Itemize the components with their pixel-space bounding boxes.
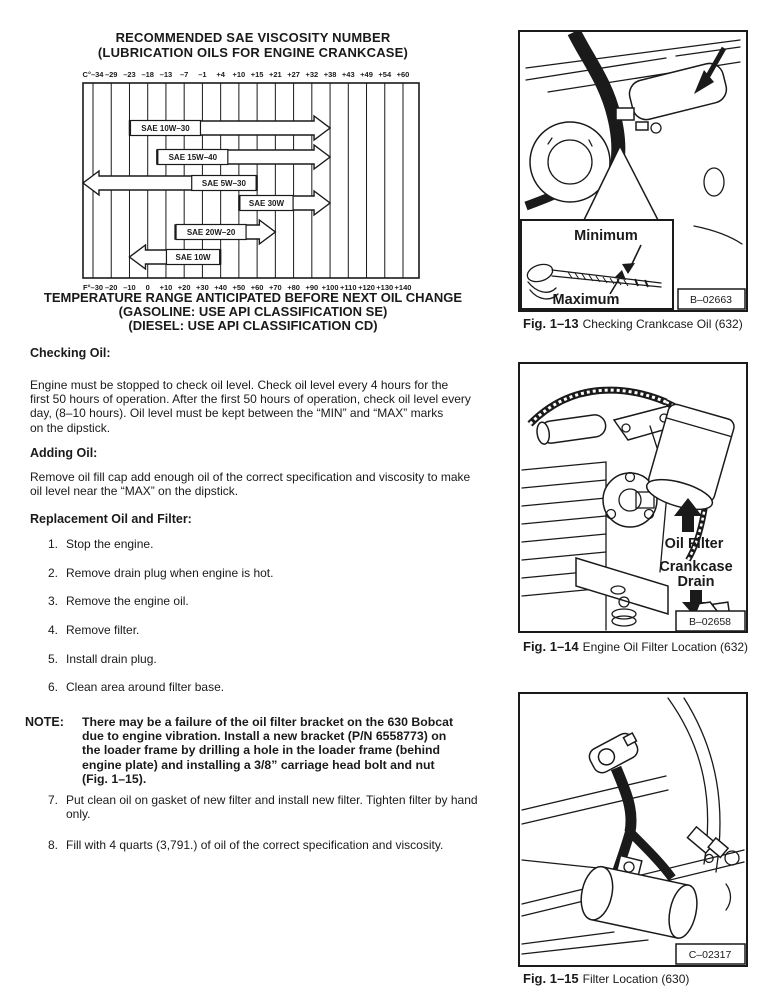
svg-text:+4: +4 <box>216 70 225 79</box>
step-2: 2. Remove drain plug when engine is hot. <box>48 566 274 580</box>
chart-title-line2: (LUBRICATION OILS FOR ENGINE CRANKCASE) <box>97 45 409 60</box>
temp-note-line3: (DIESEL: USE API CLASSIFICATION CD) <box>128 318 378 333</box>
step-1: 1. Stop the engine. <box>48 537 154 551</box>
svg-text:+120: +120 <box>358 283 375 292</box>
svg-text:+54: +54 <box>378 70 392 79</box>
svg-text:+80: +80 <box>287 283 300 292</box>
minimum-label: Minimum <box>574 228 638 244</box>
photo-tag: B–02663 <box>689 294 733 306</box>
step-8: 8. Fill with 4 quarts (3,791.) of oil of the correct specification and viscosity. <box>48 838 444 852</box>
svg-text:–20: –20 <box>104 283 118 292</box>
svg-text:C°–34: C°–34 <box>82 70 104 79</box>
maximum-label: Maximum <box>552 292 620 308</box>
svg-text:+43: +43 <box>341 70 355 79</box>
fig-1-15-caption: Fig. 1–15 Filter Location (630) <box>523 971 690 986</box>
svg-text:+40: +40 <box>214 283 228 292</box>
crankcase-label: Crankcase <box>659 559 733 575</box>
fig-1-13-drawing <box>518 30 748 312</box>
svg-text:+49: +49 <box>360 70 373 79</box>
replacement-heading: Replacement Oil and Filter: <box>30 512 192 526</box>
svg-text:+38: +38 <box>323 70 337 79</box>
temp-note-line2: (GASOLINE: USE API CLASSIFICATION SE) <box>118 304 388 319</box>
svg-text:–29: –29 <box>104 70 118 79</box>
step-5: 5. Install drain plug. <box>48 652 157 666</box>
svg-text:+60: +60 <box>396 70 410 79</box>
svg-text:+140: +140 <box>394 283 412 292</box>
svg-text:–13: –13 <box>159 70 173 79</box>
checking-oil-heading: Checking Oil: <box>30 346 111 360</box>
svg-text:SAE 20W–20: SAE 20W–20 <box>186 228 236 237</box>
note-label: NOTE: <box>25 715 64 729</box>
checking-oil-paragraph: Engine must be stopped to check oil level. Check oil level every 4 hours for the first 50 hours of operation. After the first 50 hours of operation, check oil level every day, (8–10 hours). Oil level must be kept between the “MIN” and “MAX” marks on the dipstick. <box>30 378 471 435</box>
svg-text:+15: +15 <box>250 70 264 79</box>
svg-text:+21: +21 <box>268 70 282 79</box>
chart-title <box>8 30 498 60</box>
svg-text:+60: +60 <box>250 283 264 292</box>
step-4: 4. Remove filter. <box>48 623 140 637</box>
note-text: There may be a failure of the oil filter bracket on the 630 Bobcat due to engine vibration. Install a new bracket (P/N 6558773) on the loader frame by drilling a hole in the loader frame (behind engine plate) and installing a 3/8” carriage head bolt and nut (Fig. 1–15). <box>82 715 454 786</box>
fig-1-14-caption: Fig. 1–14 Engine Oil Filter Location (632) <box>523 639 749 654</box>
svg-text:+32: +32 <box>305 70 319 79</box>
svg-text:SAE 5W–30: SAE 5W–30 <box>201 179 246 188</box>
svg-text:+110: +110 <box>340 283 357 292</box>
svg-text:+30: +30 <box>196 283 209 292</box>
svg-text:+10: +10 <box>232 70 246 79</box>
svg-text:+27: +27 <box>287 70 300 79</box>
svg-text:–7: –7 <box>180 70 189 79</box>
svg-text:SAE 10W–30: SAE 10W–30 <box>141 124 190 133</box>
photo-tag: C–02317 <box>688 949 732 961</box>
svg-text:–18: –18 <box>141 70 154 79</box>
fig-1-13-caption: Fig. 1–13 Checking Crankcase Oil (632) <box>523 316 743 331</box>
svg-text:+20: +20 <box>177 283 191 292</box>
drain-label: Drain <box>677 574 715 590</box>
svg-text:+130: +130 <box>376 283 394 292</box>
fig-1-14-drawing <box>518 362 748 633</box>
svg-text:+10: +10 <box>159 283 173 292</box>
svg-text:F°–30: F°–30 <box>82 283 104 292</box>
svg-text:+70: +70 <box>268 283 282 292</box>
viscosity-chart <box>76 66 428 296</box>
step-6: 6. Clean area around filter base. <box>48 680 225 694</box>
svg-text:+50: +50 <box>232 283 246 292</box>
svg-text:SAE 15W–40: SAE 15W–40 <box>168 153 218 162</box>
svg-text:+90: +90 <box>305 283 319 292</box>
fig-1-15-drawing <box>518 692 748 967</box>
temperature-note <box>8 291 498 333</box>
photo-tag: B–02658 <box>688 616 732 628</box>
svg-text:–23: –23 <box>123 70 136 79</box>
adding-oil-paragraph: Remove oil fill cap add enough oil of the correct specification and viscosity to make oil level near the “MAX” on the dipstick. <box>30 470 471 499</box>
svg-text:+100: +100 <box>321 283 339 292</box>
chart-title-line1: RECOMMENDED SAE VISCOSITY NUMBER <box>115 30 391 45</box>
oil-filter-label: Oil Filter <box>664 536 724 552</box>
svg-text:–10: –10 <box>123 283 136 292</box>
temp-note-line1: TEMPERATURE RANGE ANTICIPATED BEFORE NEXT OIL CHANGE <box>43 290 463 305</box>
step-7: 7. Put clean oil on gasket of new filter and install new filter. Tighten filter by hand only. <box>48 793 478 822</box>
svg-text:SAE 30W: SAE 30W <box>248 199 285 208</box>
svg-text:–1: –1 <box>198 70 207 79</box>
step-3: 3. Remove the engine oil. <box>48 594 189 608</box>
svg-text:SAE 10W: SAE 10W <box>175 253 211 262</box>
svg-text:0: 0 <box>145 283 150 292</box>
adding-oil-heading: Adding Oil: <box>30 446 98 460</box>
